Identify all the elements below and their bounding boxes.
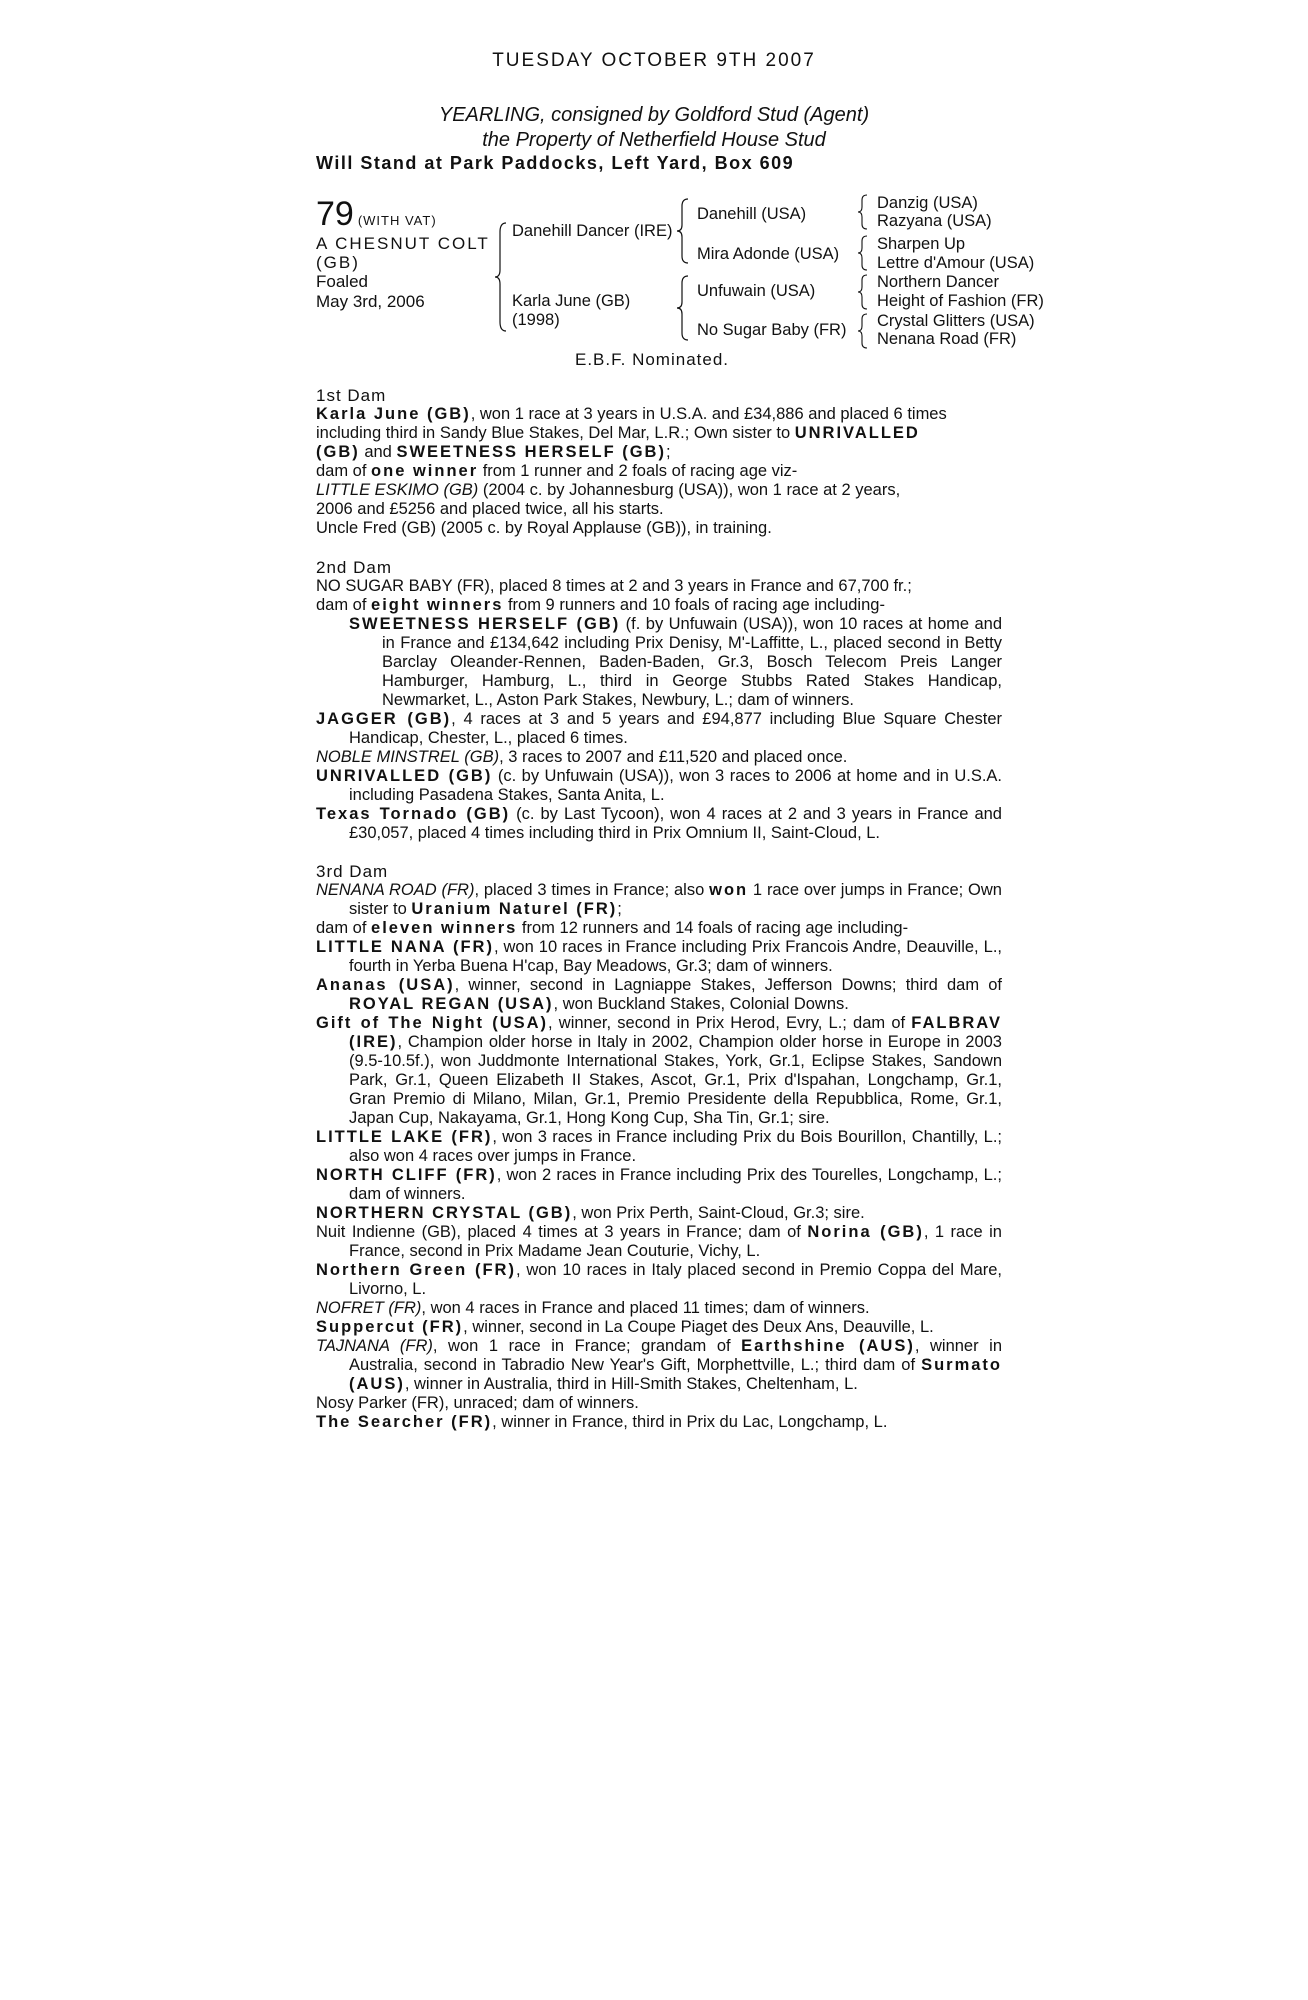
pedigree-sdd: Lettre d'Amour (USA) bbox=[877, 254, 1035, 272]
progeny-ananas bbox=[316, 976, 1002, 1014]
first-dam-line-2 bbox=[316, 424, 1002, 443]
consignor-line: YEARLING, consigned by Goldford Stud (Agent) bbox=[438, 104, 870, 126]
foaled-label: Foaled bbox=[316, 272, 368, 291]
progeny-north-cliff bbox=[316, 1166, 1002, 1204]
notable-name: Earthshine (AUS) bbox=[741, 1337, 915, 1355]
pedigree-sds: Sharpen Up bbox=[877, 235, 966, 253]
progeny-name: TAJNANA (FR) bbox=[316, 1337, 433, 1355]
progeny-sweetness-herself bbox=[349, 615, 1002, 710]
progeny-record: (2004 c. by Johannesburg (USA)), won 1 race at 2 years, bbox=[478, 481, 901, 499]
punct: ; bbox=[665, 443, 671, 461]
dam-record: , won 1 race at 3 years in U.S.A. and £34,886 and placed 6 times bbox=[470, 405, 947, 423]
progeny-name: Ananas (USA) bbox=[316, 976, 455, 994]
runners-foals: from 1 runner and 2 foals of racing age viz- bbox=[478, 462, 798, 480]
winners-count: eight winners bbox=[371, 596, 504, 614]
first-dam-section bbox=[316, 386, 1002, 538]
progeny-name: LITTLE NANA (FR) bbox=[316, 938, 494, 956]
first-dam-line-1 bbox=[316, 405, 1002, 424]
pedigree-dam-year: (1998) bbox=[512, 311, 560, 329]
progeny-texas-tornado bbox=[316, 805, 1002, 843]
lot-number-block bbox=[316, 195, 437, 234]
location-line: Will Stand at Park Paddocks, Left Yard, Box 609 bbox=[316, 153, 795, 173]
progeny-record: , winner, second in Prix Herod, Evry, L.; dam of bbox=[548, 1014, 912, 1032]
progeny-tajnana bbox=[316, 1337, 1002, 1394]
progeny-record: , 4 races at 3 and 5 years and £94,877 including Blue Square Chester Handicap, Chester, L., placed 6 times. bbox=[349, 710, 1002, 747]
progeny-name: SWEETNESS HERSELF (GB) bbox=[349, 615, 621, 633]
pedigree-dds: Crystal Glitters (USA) bbox=[877, 312, 1035, 330]
progeny-name: JAGGER (GB) bbox=[316, 710, 452, 728]
first-dam-line-4 bbox=[316, 462, 1002, 481]
progeny-record: , won 4 races in France and placed 11 times; dam of winners. bbox=[421, 1299, 870, 1317]
progeny-record: , won 2 races in France including Prix des Tourelles, Longchamp, L.; dam of winners. bbox=[349, 1166, 1002, 1203]
dam-of-label: dam of bbox=[316, 919, 372, 937]
runners-foals: from 12 runners and 14 foals of racing age including- bbox=[517, 919, 909, 937]
pedigree-ds: Unfuwain (USA) bbox=[697, 282, 816, 300]
winners-count: eleven winners bbox=[371, 919, 518, 937]
won-label: won bbox=[709, 881, 749, 899]
pedigree-sss: Danzig (USA) bbox=[877, 194, 978, 212]
first-dam-line-6: 2006 and £5256 and placed twice, all his starts. bbox=[316, 500, 664, 518]
progeny-record-end: , winner in Australia, third in Hill-Smith Stakes, Cheltenham, L. bbox=[404, 1375, 858, 1393]
pedigree-dam: Karla June (GB) bbox=[512, 292, 631, 310]
progeny-name: NOFRET (FR) bbox=[316, 1299, 422, 1317]
progeny-northern-crystal bbox=[316, 1204, 1002, 1223]
pedigree-brace-main bbox=[494, 222, 508, 332]
progeny-record: , won Prix Perth, Saint-Cloud, Gr.3; sire. bbox=[572, 1204, 865, 1222]
pedigree-brace-sire bbox=[676, 198, 690, 264]
pedigree-dd: No Sugar Baby (FR) bbox=[697, 321, 847, 339]
progeny-unrivalled bbox=[316, 767, 1002, 805]
pedigree-brace-dam bbox=[676, 275, 690, 341]
notable-name: ROYAL REGAN (USA) bbox=[349, 995, 554, 1013]
lot-number: 79 bbox=[316, 195, 354, 233]
ebf-nominated: E.B.F. Nominated. bbox=[575, 350, 730, 369]
pedigree-ddd: Nenana Road (FR) bbox=[877, 330, 1017, 348]
pedigree-ssd: Razyana (USA) bbox=[877, 212, 992, 230]
progeny-record-end: , 1 race in France, second in Prix Madame Jean Couturie, Vichy, L. bbox=[349, 1223, 1002, 1260]
progeny-record: , winner, second in Lagniappe Stakes, Jefferson Downs; third dam of bbox=[454, 976, 1003, 994]
property-line: the Property of Netherfield House Stud bbox=[482, 129, 826, 151]
dam-record-cont: including third in Sandy Blue Stakes, Del Mar, L.R.; Own sister to bbox=[316, 424, 795, 442]
progeny-jagger bbox=[316, 710, 1002, 748]
progeny-name: Gift of The Night (USA) bbox=[316, 1014, 549, 1032]
progeny-record-end: , won Buckland Stakes, Colonial Downs. bbox=[553, 995, 849, 1013]
progeny-name: The Searcher (FR) bbox=[316, 1413, 493, 1431]
third-dam-section bbox=[316, 862, 1002, 1432]
pedigree-brace-ss bbox=[857, 194, 869, 230]
foaled-date: May 3rd, 2006 bbox=[316, 292, 425, 311]
progeny-name: LITTLE LAKE (FR) bbox=[316, 1128, 493, 1146]
dam-record: , placed 3 times in France; also bbox=[474, 881, 710, 899]
progeny-record: , won 1 race in France; grandam of bbox=[432, 1337, 742, 1355]
winners-count: one winner bbox=[371, 462, 479, 480]
progeny-record-cont: , winner in Australia, second in Tabradio New Year's Gift, Morphettville, L.; third dam of bbox=[349, 1337, 1002, 1374]
first-dam-heading: 1st Dam bbox=[316, 386, 387, 405]
progeny-little-nana bbox=[316, 938, 1002, 976]
progeny-name: LITTLE ESKIMO (GB) bbox=[316, 481, 479, 499]
third-dam-line-2 bbox=[316, 919, 1002, 938]
progeny-record: , winner, second in La Coupe Piaget des Deux Ans, Deauville, L. bbox=[463, 1318, 934, 1336]
first-dam-line-7: Uncle Fred (GB) (2005 c. by Royal Applause (GB)), in training. bbox=[316, 519, 772, 537]
dam-name: NENANA ROAD (FR) bbox=[316, 881, 475, 899]
pedigree-dss: Northern Dancer bbox=[877, 273, 999, 291]
progeny-nosy-parker: Nosy Parker (FR), unraced; dam of winners. bbox=[316, 1394, 639, 1412]
sale-date: TUESDAY OCTOBER 9TH 2007 bbox=[492, 50, 816, 71]
lot-description: A CHESNUT COLT bbox=[316, 234, 490, 253]
punct: ; bbox=[617, 900, 622, 918]
progeny-record: (c. by Last Tycoon), won 4 races at 2 and 3 years in France and £30,057, placed 4 times including third in Prix Omnium II, Saint-Cloud, L. bbox=[349, 805, 1002, 842]
sister-country: (GB) bbox=[316, 443, 360, 461]
progeny-name: UNRIVALLED (GB) bbox=[316, 767, 493, 785]
progeny-noble-minstrel bbox=[316, 748, 1002, 767]
third-dam-heading: 3rd Dam bbox=[316, 862, 389, 881]
vat-note: (WITH VAT) bbox=[357, 213, 437, 228]
progeny-record: (f. by Unfuwain (USA)), won 10 races at home and in France and £134,642 including Prix Denisy, M'-Laffitte, L., placed second in Betty Barclay Oleander-Rennen, Baden-Baden, Gr.3, Bosch Telecom Preis Langer Hamburger, Hamburg, L., third in George Stubbs Rated Stakes Handicap, Newmarket, L., Aston Park Stakes, Newbury, L.; dam of winners. bbox=[382, 615, 1003, 709]
sister-name: Uranium Naturel (FR) bbox=[411, 900, 618, 918]
sister-name-2: SWEETNESS HERSELF (GB) bbox=[396, 443, 666, 461]
dam-name: Karla June (GB) bbox=[316, 405, 471, 423]
progeny-record: , won 3 races in France including Prix du Bois Bourillon, Chantilly, L.; also won 4 races over jumps in France. bbox=[349, 1128, 1002, 1165]
progeny-record: , winner in France, third in Prix du Lac, Longchamp, L. bbox=[492, 1413, 888, 1431]
second-dam-section bbox=[316, 558, 1002, 843]
progeny-record: , won 10 races in Italy placed second in Premio Coppa del Mare, Livorno, L. bbox=[349, 1261, 1002, 1298]
progeny-little-lake bbox=[316, 1128, 1002, 1166]
second-dam-line-2 bbox=[316, 596, 1002, 615]
progeny-record: Nuit Indienne (GB), placed 4 times at 3 years in France; dam of bbox=[316, 1223, 808, 1241]
progeny-suppercut bbox=[316, 1318, 1002, 1337]
dam-of-label: dam of bbox=[316, 462, 372, 480]
progeny-name: NORTHERN CRYSTAL (GB) bbox=[316, 1204, 573, 1222]
second-dam-line-1: NO SUGAR BABY (FR), placed 8 times at 2 and 3 years in France and 67,700 fr.; bbox=[316, 577, 912, 595]
progeny-name: Texas Tornado (GB) bbox=[316, 805, 511, 823]
progeny-name: NORTH CLIFF (FR) bbox=[316, 1166, 497, 1184]
second-dam-heading: 2nd Dam bbox=[316, 558, 392, 577]
pedigree-brace-dd bbox=[857, 313, 869, 349]
progeny-record: , won 10 races in France including Prix Francois Andre, Deauville, L., fourth in Yerba Buena H'cap, Bay Meadows, Gr.3; dam of winners. bbox=[349, 938, 1002, 975]
dam-of-label: dam of bbox=[316, 596, 372, 614]
progeny-name: NOBLE MINSTREL (GB) bbox=[316, 748, 500, 766]
progeny-record: , 3 races to 2007 and £11,520 and placed once. bbox=[499, 748, 848, 766]
lot-country: (GB) bbox=[316, 253, 360, 272]
progeny-nuit-indienne bbox=[316, 1223, 1002, 1261]
pedigree-ss: Danehill (USA) bbox=[697, 205, 807, 223]
progeny-name: Suppercut (FR) bbox=[316, 1318, 464, 1336]
notable-name: FALBRAV (IRE) bbox=[349, 1014, 1002, 1051]
pedigree-dsd: Height of Fashion (FR) bbox=[877, 292, 1044, 310]
pedigree-sire: Danehill Dancer (IRE) bbox=[512, 222, 673, 240]
notable-name-2: Surmato (AUS) bbox=[349, 1356, 1002, 1393]
sister-name-1: UNRIVALLED bbox=[794, 424, 920, 442]
first-dam-line-5 bbox=[316, 481, 1002, 500]
progeny-nofret bbox=[316, 1299, 1002, 1318]
progeny-gift-of-the-night bbox=[316, 1014, 1002, 1128]
conjunction: and bbox=[359, 443, 397, 461]
pedigree-sd: Mira Adonde (USA) bbox=[697, 245, 840, 263]
pedigree-brace-sd bbox=[857, 235, 869, 271]
first-dam-line-3 bbox=[316, 443, 1002, 462]
third-dam-line-1 bbox=[316, 881, 1002, 919]
progeny-record-end: , Champion older horse in Italy in 2002, Champion older horse in Europe in 2003 (9.5-10.5f.), won Juddmonte International Stakes, York, Gr.1, Eclipse Stakes, Sandown Park, Gr.1, Queen Elizabeth II Stakes, Ascot, Gr.1, Prix d'Ispahan, Longchamp, Gr.1, Gran Premio di Milano, Milan, Gr.1, Premio Presidente della Repubblica, Rome, Gr.1, Japan Cup, Nakayama, Gr.1, Hong Kong Cup, Sha Tin, Gr.1; sire. bbox=[349, 1033, 1002, 1127]
progeny-record: (c. by Unfuwain (USA)), won 3 races to 2006 at home and in U.S.A. including Pasadena Stakes, Santa Anita, L. bbox=[349, 767, 1003, 804]
progeny-the-searcher bbox=[316, 1413, 1002, 1432]
dam-record-cont: 1 race over jumps in France; Own sister to bbox=[349, 881, 1002, 918]
runners-foals: from 9 runners and 10 foals of racing age including- bbox=[503, 596, 885, 614]
notable-name: Norina (GB) bbox=[807, 1223, 924, 1241]
progeny-northern-green bbox=[316, 1261, 1002, 1299]
progeny-name: Northern Green (FR) bbox=[316, 1261, 516, 1279]
pedigree-brace-ds bbox=[857, 274, 869, 310]
